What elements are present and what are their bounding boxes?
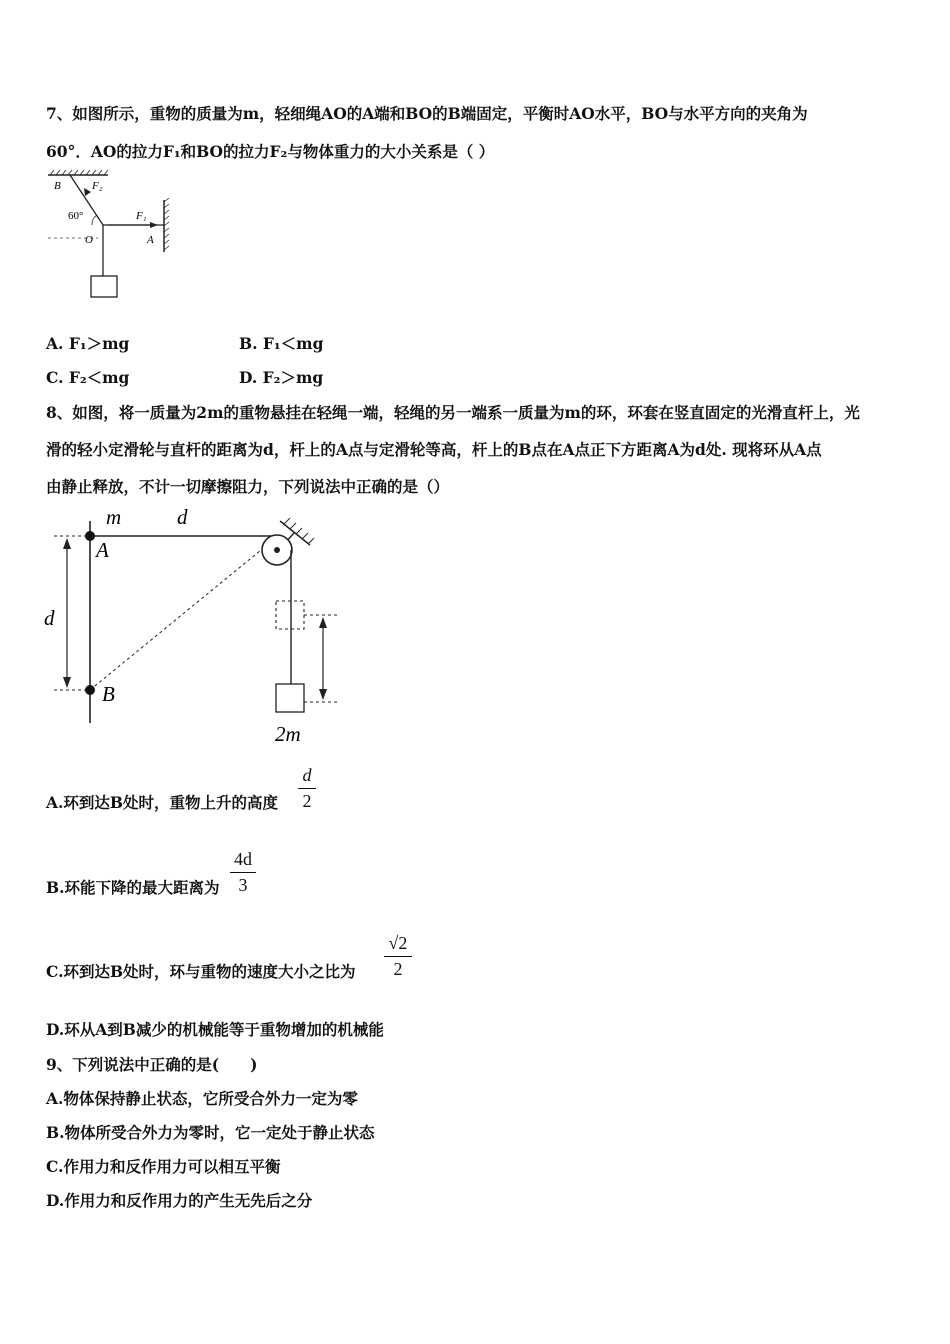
q8-option-c-numerator: √2 (388, 933, 408, 953)
q8-option-a-denominator: 2 (302, 791, 312, 811)
q7-angle-arc (92, 215, 97, 225)
q8-option-c: C.环到达B处时，环与重物的速度大小之比为 (46, 962, 356, 981)
q7-f2-arrowhead (84, 188, 91, 196)
q8-label-m: m (106, 505, 122, 529)
q8-option-a-numerator: d (302, 765, 312, 785)
q8-ring-b (85, 685, 95, 695)
q8-option-b-denominator: 3 (238, 875, 248, 895)
q8-stem-line1: 8、如图，将一质量为2m的重物悬挂在轻绳一端，轻绳的另一端系一质量为m的环，环套在竖直固定的光滑直杆上，光 (46, 403, 860, 422)
q7-option-d: D. F₂＞mg (239, 368, 324, 387)
q8-stem-line3: 由静止释放，不计一切摩擦阻力，下列说法中正确的是（） (46, 477, 450, 496)
q8-option-a: A.环到达B处时，重物上升的高度 (46, 793, 279, 812)
q8-figure (40, 505, 350, 750)
q9-option-d: D.作用力和反作用力的产生无先后之分 (46, 1191, 313, 1210)
q8-option-b: B.环能下降的最大距离为 (46, 878, 220, 897)
q8-option-b-numerator: 4d (234, 849, 252, 869)
q8-label-a: A (96, 538, 109, 562)
q7-f1-arrowhead (150, 222, 158, 228)
q8-option-d: D.环从A到B减少的机械能等于重物增加的机械能 (46, 1020, 384, 1039)
q8-option-c-fraction (384, 933, 412, 980)
q7-option-a: A. F₁＞mg (46, 334, 130, 353)
q8-label-2m: 2m (275, 722, 301, 746)
q8-dashed-diagonal (90, 541, 272, 690)
q9-option-a: A.物体保持静止状态，它所受合外力一定为零 (46, 1089, 358, 1108)
q8-initial-position-box (276, 601, 304, 629)
q7-label-angle: 60° (68, 210, 84, 222)
q7-label-o: O (85, 234, 93, 246)
q8-label-b: B (102, 682, 115, 706)
q7-label-a: A (147, 234, 154, 246)
q8-option-b-fraction (230, 849, 256, 896)
q7-stem-line1: 7、如图所示，重物的质量为m，轻细绳AO的A端和BO的B端固定，平衡时AO水平，BO与水平方向的夹角为 (46, 104, 808, 123)
q8-option-c-denominator: 2 (393, 959, 403, 979)
q7-label-f2: F₂ (92, 180, 103, 192)
q7-label-f1: F₁ (136, 210, 147, 222)
q7-figure (40, 168, 180, 303)
q9-option-b: B.物体所受合外力为零时，它一定处于静止状态 (46, 1123, 375, 1142)
q8-option-a-fraction (298, 765, 316, 812)
q7-label-b: B (54, 180, 61, 192)
q8-label-d-top: d (177, 505, 188, 529)
q9-option-c: C.作用力和反作用力可以相互平衡 (46, 1157, 281, 1176)
q7-weight-box (91, 276, 117, 297)
q7-option-c: C. F₂＜mg (46, 368, 130, 387)
q7-option-b: B. F₁＜mg (239, 334, 324, 353)
q8-stem-line2: 滑的轻小定滑轮与直杆的距离为d，杆上的A点与定滑轮等高，杆上的B点在A点正下方距离A为d处. 现将环从A点 (46, 440, 822, 459)
q7-stem-line2: 60°．AO的拉力F₁和BO的拉力F₂与物体重力的大小关系是（ ） (46, 142, 495, 161)
q9-stem: 9、下列说法中正确的是( ) (46, 1055, 258, 1074)
q8-label-d-side: d (44, 606, 55, 630)
q8-ring-a (85, 531, 95, 541)
q8-weight-box (276, 684, 304, 712)
